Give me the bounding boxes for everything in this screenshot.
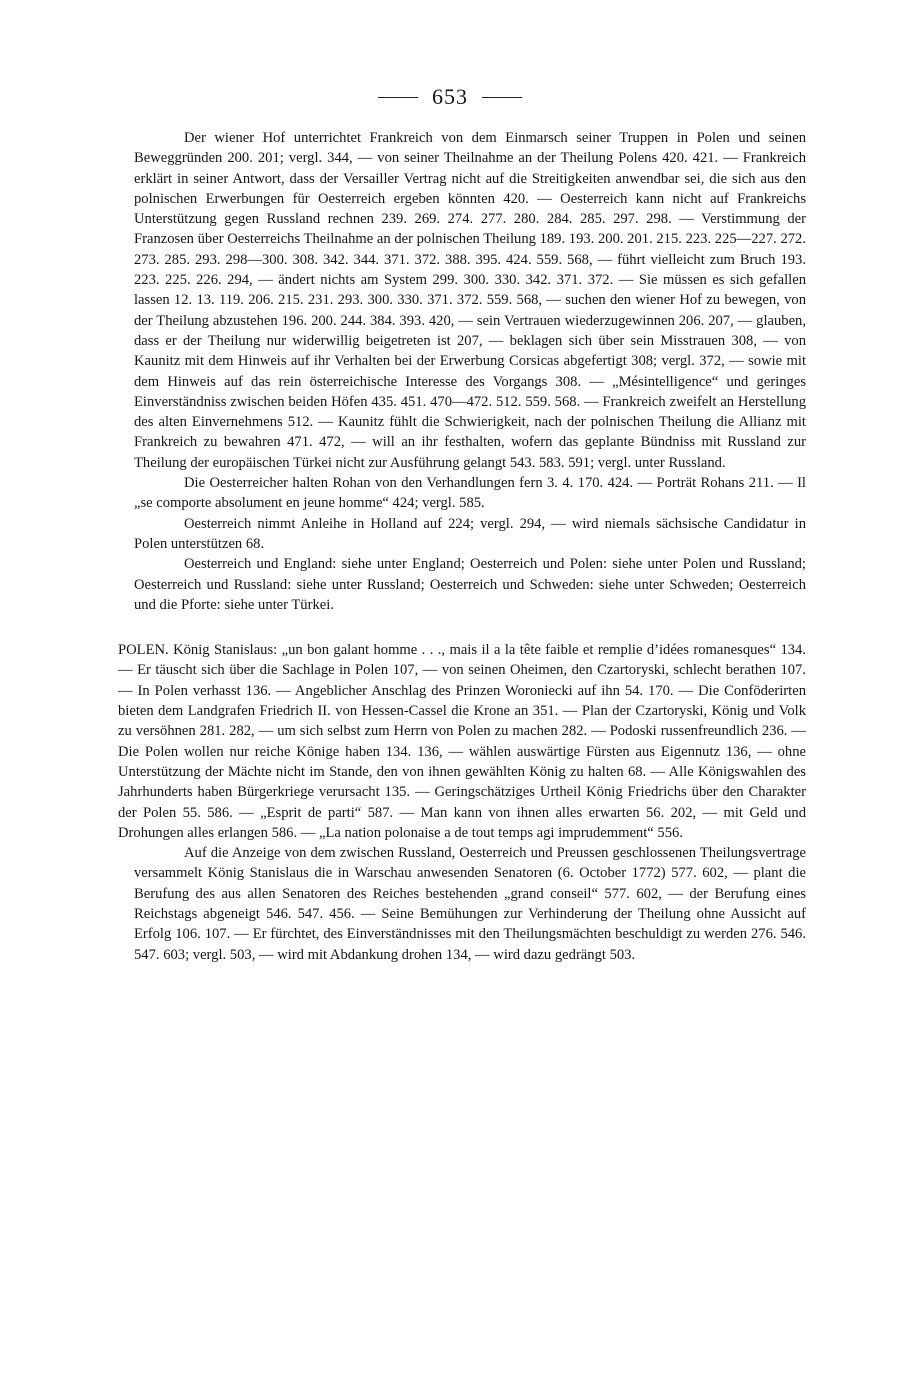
paragraph-france-relations: Der wiener Hof unterrichtet Frankreich von dem Einmarsch seiner Truppen in Polen und seinen Beweggründen 200. 201; vergl. 344, — von seiner Theilnahme an der Theilung Polens 420. 421. — Frankreich erklärt in seiner Antwort, dass der Versailler Vertrag nicht auf die Streitigkeiten anwendbar sei, die sich aus den polnischen Erwerbungen für Oesterreich ergeben könnten 420. — Oesterreich kann nicht auf Frankreichs Unterstützung gegen Russland rechnen 239. 269. 274. 277. 280. 284. 285. 297. 298. — Verstimmung der Franzosen über Oesterreichs Theilnahme an der polnischen Theilung 189. 193. 200. 201. 215. 223. 225—227. 272. 273. 285. 293. 298—300. 308. 342. 344. 371. 372. 388. 395. 424. 559. 568, — führt vielleicht zum Bruch 193. 223. 225. 226. 294, — ändert nichts am System 299. 300. 330. 342. 371. 372. — Sie müssen es sich gefallen lassen 12. 13. 119. 206. 215. 231. 293. 300. 330. 371. 372. 559. 568, — suchen den wiener Hof zu bewegen, von der Theilung abzustehen 196. 200. 244. 384. 393. 420, — sein Vertrauen wiederzugewinnen 206. 207, — glauben, dass er der Theilung nur widerwillig beigetreten ist 207, — beklagen sich über sein Misstrauen 308, — von Kaunitz mit dem Hinweis auf ihr Verhalten bei der Erwerbung Corsicas abgefertigt 308; vergl. 372, — sowie mit dem Hinweis auf das rein österreichische Interesse des Vorgangs 308. — „Mésintelligence“ und geringes Einverständniss zwischen beiden Höfen 435. 451. 470—472. 512. 559. 568. — Frankreich zweifelt an Herstellung des alten Einvernehmens 512. — Kaunitz fühlt die Schwierigkeit, nach der polnischen Theilung die Allianz mit Frankreich zu bewahren 471. 472, — will an ihr festhalten, wofern das geplante Bündniss mit Russland zur Theilung der europäischen Türkei nicht zur Ausführung gelangt 543. 583. 591; vergl. unter Russland.	[134, 130, 806, 471]
body-text	[118, 128, 806, 965]
paragraph-partition-treaty: Auf die Anzeige von dem zwischen Russland, Oesterreich und Preussen geschlossenen Theilungsvertrage versammelt König Stanislaus die in Warschau anwesenden Senatoren (6. October 1772) 577. 602, — plant die Berufung des aus allen Senatoren des Reiches bestehenden „grand conseil“ 577. 602, — der Berufung eines Reichstags abgeneigt 546. 547. 456. — Seine Bemühungen zur Verhinderung der Theilung ohne Aussicht auf Erfolg 106. 107. — Er fürchtet, des Einverständnisses mit den Theilungsmächten beschuldigt zu werden 276. 546. 547. 603; vergl. 503, — wird mit Abdankung drohen 134, — wird dazu gedrängt 503.	[134, 845, 806, 963]
page-number: 653	[432, 84, 468, 109]
paragraph-rohan: Die Oesterreicher halten Rohan von den Verhandlungen fern 3. 4. 170. 424. — Porträt Rohans 211. — Il „se comporte absolument en jeune homme“ 424; vergl. 585.	[134, 475, 806, 512]
header-rule-right	[482, 97, 522, 98]
paragraph-cross-references: Oesterreich und England: siehe unter England; Oesterreich und Polen: siehe unter Polen und Russland; Oesterreich und Russland: siehe unter Russland; Oesterreich und Schweden: siehe unter Schweden; Oesterreich und die Pforte: siehe unter Türkei.	[134, 556, 806, 613]
page-header	[0, 84, 900, 110]
paragraph-holland-loan: Oesterreich nimmt Anleihe in Holland auf 224; vergl. 294, — wird niemals sächsische Candidatur in Polen unterstützen 68.	[134, 515, 806, 552]
section-polen: POLEN. König Stanislaus: „un bon galant homme . . ., mais il a la tête faible et remplie d’idées romanesques“ 134. — Er täuscht sich über die Sachlage in Polen 107, — von seinen Oheimen, den Czartoryski, schlecht berathen 107. — In Polen verhasst 136. — Angeblicher Anschlag des Prinzen Woroniecki auf ihn 54. 170. — Die Conföderirten bieten dem Landgrafen Friedrich II. von Hessen-Cassel die Krone an 351. — Plan der Czartoryski, König und Volk zu versöhnen 281. 282, — um sich selbst zum Herrn von Polen zu machen 282. — Podoski russenfreundlich 236. — Die Polen wollen nur reiche Könige haben 134. 136, — wählen auswärtige Fürsten aus Eigennutz 136, — ohne Unterstützung der Mächte nicht im Stande, den von ihnen gewählten König zu halten 68. — Alle Königswahlen des Jahrhunderts haben Bürgerkriege verursacht 135. — Geringschätziges Urtheil König Friedrichs über den Charakter der Polen 55. 586. — „Esprit de parti“ 587. — Man kann von ihnen alles erwarten 56. 202, — mit Geld und Drohungen alles erlangen 586. — „La nation polonaise a de tout temps agi imprudemment“ 556.	[118, 642, 806, 841]
header-rule-left	[378, 97, 418, 98]
